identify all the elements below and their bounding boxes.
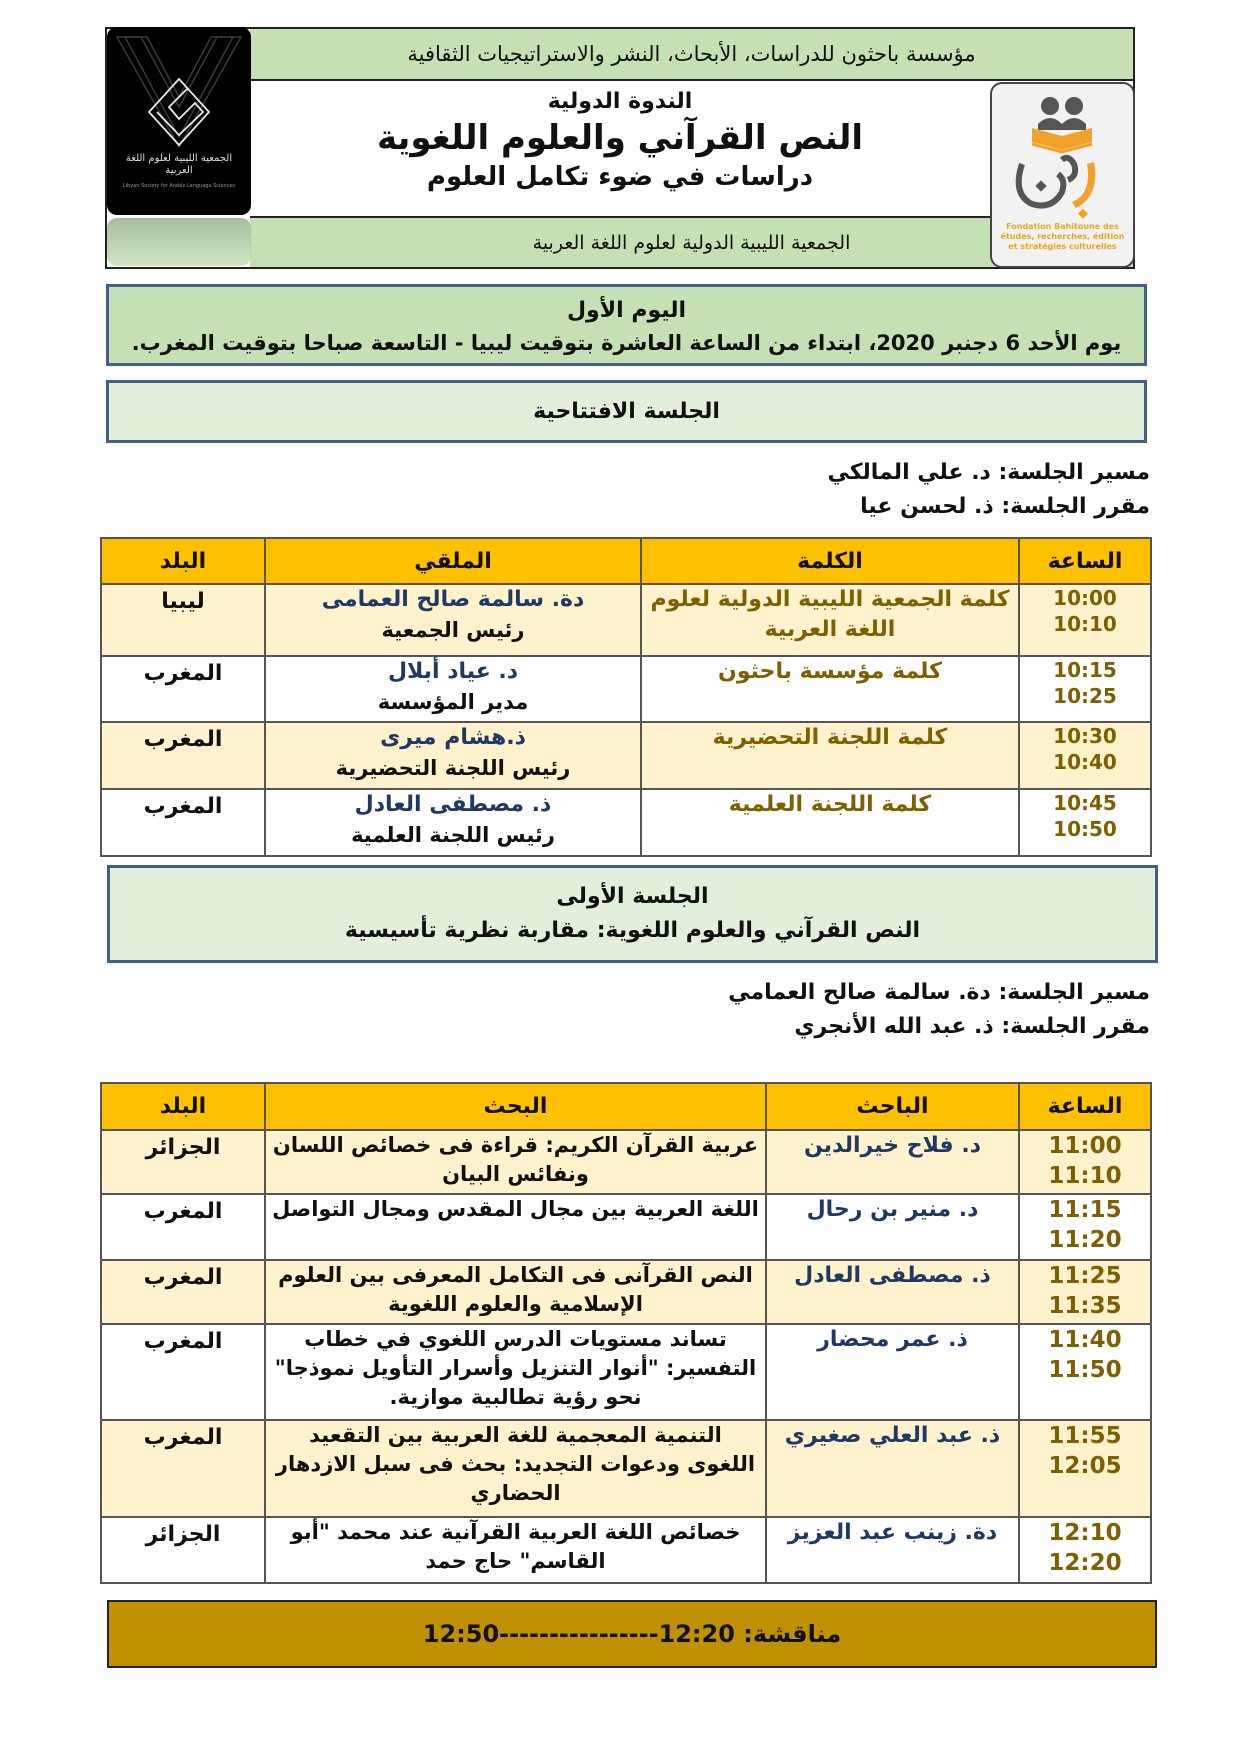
speech-cell: كلمة مؤسسة باحثون <box>641 656 1019 722</box>
table-row <box>101 722 1151 789</box>
paper-cell: التنمية المعجمية للغة العربية بين التقعيد اللغوى ودعوات التجديد: بحث فى سبل الازدهار الحضاري <box>265 1420 766 1517</box>
speaker-cell <box>265 656 641 722</box>
start-time: 12:10 <box>1048 1520 1122 1546</box>
start-time: 10:45 <box>1053 791 1117 815</box>
opening-session-rapporteur: مقرر الجلسة: ذ. لحسن عيا <box>860 494 1150 519</box>
libyan-society-logo <box>107 27 251 215</box>
speech-cell: كلمة اللجنة العلمية <box>641 789 1019 856</box>
day-info-box <box>106 284 1147 366</box>
country-cell: ليبيا <box>101 584 265 656</box>
country-cell: الجزائر <box>101 1130 265 1194</box>
table-header-row <box>101 1083 1151 1130</box>
country-cell: المغرب <box>101 1324 265 1420</box>
table-header-row <box>101 538 1151 584</box>
institution-banner <box>250 29 1133 81</box>
speaker-role: مدير المؤسسة <box>377 690 529 714</box>
end-time: 10:50 <box>1053 817 1117 841</box>
time-cell <box>1019 1420 1151 1517</box>
start-time: 10:15 <box>1053 658 1117 682</box>
discussion-time: مناقشة: 12:20----------------12:50 <box>422 1620 842 1648</box>
end-time: 11:35 <box>1048 1293 1122 1319</box>
day-title: اليوم الأول <box>566 298 687 323</box>
column-header-speech: الكلمة <box>641 538 1019 584</box>
discussion-bar <box>107 1600 1157 1668</box>
logo-left-caption-en: Libyan Society for Arabic Language Sciences <box>122 183 236 189</box>
event-subtitle: دراسات في ضوء تكامل العلوم <box>426 162 814 192</box>
table-row <box>101 1324 1151 1420</box>
paper-cell: خصائص اللغة العربية القرآنية عند محمد "أبو القاسم" حاج حمد <box>265 1517 766 1583</box>
paper-cell: اللغة العربية بين مجال المقدس ومجال التواصل <box>265 1194 766 1260</box>
time-cell <box>1019 1194 1151 1260</box>
column-header-time: الساعة <box>1019 1083 1151 1130</box>
table-row <box>101 1194 1151 1260</box>
end-time: 10:25 <box>1053 684 1117 708</box>
start-time: 10:30 <box>1053 724 1117 748</box>
start-time: 11:40 <box>1048 1327 1122 1353</box>
institution-name: مؤسسة باحثون للدراسات، الأبحاث، النشر والاستراتيجيات الثقافية <box>407 42 976 66</box>
column-header-time: الساعة <box>1019 538 1151 584</box>
speaker-name: دة. سالمة صالح العمامى <box>321 587 585 612</box>
first-session-moderators <box>728 976 1150 1044</box>
time-cell <box>1019 789 1151 856</box>
table-row <box>101 1130 1151 1194</box>
event-title-block <box>250 88 990 213</box>
speaker-role: رئيس الجمعية <box>381 618 525 642</box>
column-header-paper: البحث <box>265 1083 766 1130</box>
time-cell <box>1019 584 1151 656</box>
logo-right-caption: Fondation Bahitoune des études, recherches, édition et stratégies culturelles <box>1000 222 1125 251</box>
speaker-role: رئيس اللجنة التحضيرية <box>335 756 571 780</box>
country-cell: المغرب <box>101 722 265 789</box>
event-title: النص القرآني والعلوم اللغوية <box>376 118 864 158</box>
first-session-chair: مسير الجلسة: دة. سالمة صالح العمامي <box>728 980 1150 1005</box>
researcher-cell: د. منير بن رحال <box>766 1194 1019 1260</box>
day-date-line: يوم الأحد 6 دجنبر 2020، ابتداء من الساعة العاشرة بتوقيت ليبيا - التاسعة صباحا بتوقيت المغرب. <box>131 331 1122 355</box>
country-cell: الجزائر <box>101 1517 265 1583</box>
first-session-banner <box>107 865 1158 963</box>
paper-cell: النص القرآنى فى التكامل المعرفى بين العلوم الإسلامية والعلوم اللغوية <box>265 1260 766 1324</box>
researcher-cell: ذ. عمر محضار <box>766 1324 1019 1420</box>
table-row <box>101 1517 1151 1583</box>
table-row <box>101 1420 1151 1517</box>
table-row <box>101 656 1151 722</box>
speaker-role: رئيس اللجنة العلمية <box>351 823 555 847</box>
speech-cell: كلمة الجمعية الليبية الدولية لعلوم اللغة العربية <box>641 584 1019 656</box>
column-header-country: البلد <box>101 538 265 584</box>
country-cell: المغرب <box>101 656 265 722</box>
speaker-cell <box>265 584 641 656</box>
speaker-name: د. عياد أبلال <box>387 659 519 684</box>
time-cell <box>1019 1324 1151 1420</box>
speaker-cell <box>265 722 641 789</box>
researcher-cell: ذ. مصطفى العادل <box>766 1260 1019 1324</box>
column-header-speaker: الملقي <box>265 538 641 584</box>
country-cell: المغرب <box>101 789 265 856</box>
table-row <box>101 1260 1151 1324</box>
speaker-cell <box>265 789 641 856</box>
start-time: 11:00 <box>1048 1133 1122 1159</box>
speaker-name: ذ.هشام ميرى <box>380 725 526 750</box>
time-cell <box>1019 1517 1151 1583</box>
end-time: 11:20 <box>1048 1227 1122 1253</box>
start-time: 11:25 <box>1048 1263 1122 1289</box>
start-time: 11:15 <box>1048 1197 1122 1223</box>
end-time: 10:40 <box>1053 750 1117 774</box>
time-cell <box>1019 656 1151 722</box>
logo-left-caption: الجمعية الليبية لعلوم اللغة العربية <box>125 153 233 176</box>
start-time: 11:55 <box>1048 1423 1122 1449</box>
speaker-name: ذ. مصطفى العادل <box>354 792 552 817</box>
end-time: 10:10 <box>1053 612 1117 636</box>
time-cell <box>1019 1130 1151 1194</box>
country-cell: المغرب <box>101 1260 265 1324</box>
bahitoune-logo <box>990 82 1135 268</box>
end-time: 11:10 <box>1048 1163 1122 1189</box>
start-time: 10:00 <box>1053 586 1117 610</box>
table-row <box>101 789 1151 856</box>
opening-session-title: الجلسة الافتتاحية <box>533 399 720 424</box>
paper-cell: تساند مستويات الدرس اللغوي في خطاب التفسير: "أنوار التنزيل وأسرار التأويل نموذجا" نحو رؤية تطالبية موازية. <box>265 1324 766 1420</box>
first-session-table <box>100 1082 1152 1584</box>
column-header-researcher: الباحث <box>766 1083 1019 1130</box>
opening-session-chair: مسير الجلسة: د. علي المالكي <box>827 460 1150 485</box>
column-header-country: البلد <box>101 1083 265 1130</box>
co-organizer-name: الجمعية الليبية الدولية لعلوم اللغة العربية <box>532 231 851 254</box>
speech-cell: كلمة اللجنة التحضيرية <box>641 722 1019 789</box>
paper-cell: عربية القرآن الكريم: قراءة فى خصائص اللسان ونفائس البيان <box>265 1130 766 1194</box>
opening-session-table <box>100 537 1152 857</box>
table-row <box>101 584 1151 656</box>
country-cell: المغرب <box>101 1420 265 1517</box>
time-cell <box>1019 722 1151 789</box>
time-cell <box>1019 1260 1151 1324</box>
country-cell: المغرب <box>101 1194 265 1260</box>
first-session-rapporteur: مقرر الجلسة: ذ. عبد الله الأنجري <box>794 1014 1150 1039</box>
researcher-cell: د. فلاح خيرالدين <box>766 1130 1019 1194</box>
researcher-cell: ذ. عبد العلي صغيري <box>766 1420 1019 1517</box>
end-time: 11:50 <box>1048 1357 1122 1383</box>
opening-session-banner <box>106 380 1147 443</box>
event-type: الندوة الدولية <box>547 89 693 114</box>
end-time: 12:05 <box>1048 1453 1122 1479</box>
first-session-title: الجلسة الأولى <box>556 884 709 909</box>
researcher-cell: دة. زينب عبد العزيز <box>766 1517 1019 1583</box>
end-time: 12:20 <box>1048 1550 1122 1576</box>
first-session-theme: النص القرآني والعلوم اللغوية: مقاربة نظرية تأسيسية <box>344 918 921 943</box>
reading-people-logo-icon <box>992 84 1133 224</box>
logo-reflection <box>107 218 251 266</box>
opening-session-moderators <box>827 456 1150 524</box>
